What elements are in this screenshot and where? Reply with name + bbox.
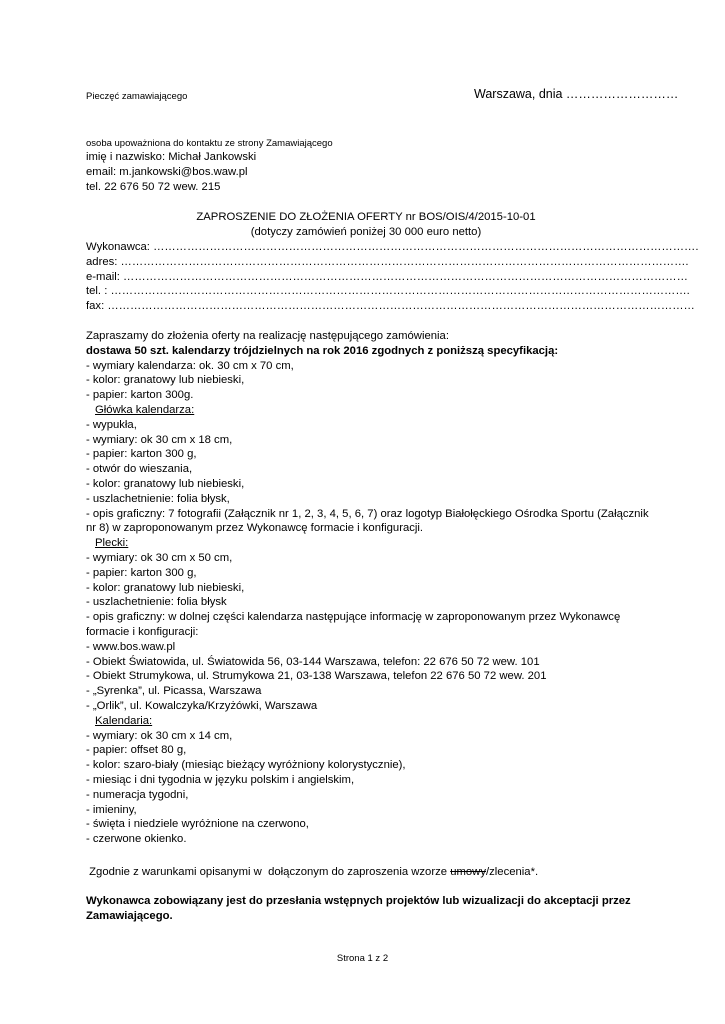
place-date: Warszawa, dnia ………………………: [474, 87, 679, 101]
list-item: - kolor: granatowy lub niebieski,: [86, 374, 245, 387]
obligation-line1: Wykonawca zobowiązany jest do przesłania wstępnych projektów lub wizualizacji do akceptacji przez: [86, 895, 631, 907]
field-adres: adres: …………………………………………………………………………………………………………………………………….: [86, 255, 689, 268]
conditions-struck: umowy: [450, 866, 486, 878]
list-item: - papier: offset 80 g,: [86, 744, 187, 757]
list-item: - kolor: granatowy lub niebieski,: [86, 477, 245, 490]
list-item: - święta i niedziele wyróżnione na czerwono,: [86, 818, 309, 831]
document-title: ZAPROSZENIE DO ZŁOŻENIA OFERTY nr BOS/OIS/4/2015-10-01: [196, 211, 536, 223]
contact-name: imię i nazwisko: Michał Jankowski: [86, 151, 257, 163]
list-item: - wymiary: ok 30 cm x 14 cm,: [86, 729, 233, 742]
list-item: - opis graficzny: w dolnej części kalendarza następujące informację w zaproponowanym przez Wykonawcę: [86, 611, 621, 624]
stamp-label: Pieczęć zamawiającego: [86, 91, 188, 102]
list-item: - wymiary: ok 30 cm x 50 cm,: [86, 551, 233, 564]
list-item: - papier: karton 300 g,: [86, 566, 197, 579]
list-item: - „Orlik”, ul. Kowalczyka/Krzyżówki, Warszawa: [86, 699, 318, 712]
list-item: - papier: karton 300g.: [86, 389, 194, 402]
list-item: - kolor: szaro-biały (miesiąc bieżący wyróżniony kolorystycznie),: [86, 759, 406, 772]
document-subtitle: (dotyczy zamówień poniżej 30 000 euro netto): [250, 226, 482, 238]
intro-text: Zapraszamy do złożenia oferty na realizację następującego zamówienia:: [86, 330, 449, 342]
specification-body: [86, 329, 649, 847]
list-item: - otwór do wieszania,: [86, 463, 193, 476]
list-item: - opis graficzny: 7 fotografii (Załącznik nr 1, 2, 3, 4, 5, 6, 7) oraz logotyp Białołęckiego Ośrodka Sportu (Załącznik: [86, 507, 649, 520]
list-item: - imieniny,: [86, 803, 137, 816]
field-tel: tel. : ……………………………………………………………………………………………………………………………………….: [86, 285, 690, 298]
list-item: - uszlachetnienie: folia błysk: [86, 596, 227, 609]
list-item: - „Syrenka”, ul. Picassa, Warszawa: [86, 685, 262, 698]
list-item: - Obiekt Światowida, ul. Światowida 56, 03-144 Warszawa, telefon: 22 676 50 72 wew. 101: [86, 655, 540, 668]
list-item: - www.bos.waw.pl: [86, 640, 176, 653]
field-email: e-mail: ……………………………………………………………………………………………………………………………………: [86, 270, 688, 283]
contact-intro: osoba upoważniona do kontaktu ze strony Zamawiającego: [86, 138, 333, 149]
list-item: - wymiary kalendarza: ok. 30 cm x 70 cm,: [86, 359, 294, 372]
conditions-line: [86, 865, 538, 880]
field-wykonawca: Wykonawca: ……………………………………………………………………………………………………………………………….: [86, 241, 699, 253]
list-item: - numeracja tygodni,: [86, 788, 189, 801]
section-title-calendar: Kalendaria:: [95, 714, 153, 727]
page-number: Strona 1 z 2: [336, 953, 389, 964]
section-title-head: Główka kalendarza:: [95, 403, 195, 416]
contact-phone: tel. 22 676 50 72 wew. 215: [86, 181, 221, 193]
list-item: - uszlachetnienie: folia błysk,: [86, 492, 230, 505]
list-item: - wymiary: ok 30 cm x 18 cm,: [86, 433, 233, 446]
contact-email: email: m.jankowski@bos.waw.pl: [86, 166, 248, 178]
list-item: formacie i konfiguracji:: [86, 625, 199, 638]
list-item: - czerwone okienko.: [86, 833, 187, 846]
list-item: - Obiekt Strumykowa, ul. Strumykowa 21, 03-138 Warszawa, telefon 22 676 50 72 wew. 201: [86, 670, 547, 683]
conditions-suffix: /zlecenia*.: [485, 866, 539, 878]
contractor-fields: [86, 240, 699, 314]
list-item: - miesiąc i dni tygodnia w języku polskim i angielskim,: [86, 773, 355, 786]
list-item: - kolor: granatowy lub niebieski,: [86, 581, 245, 594]
intro-bold: dostawa 50 szt. kalendarzy trójdzielnych na rok 2016 zgodnych z poniższą specyfikacją:: [86, 344, 559, 357]
field-fax: fax: …………………………………………………………………………………………………………………………………………: [86, 300, 695, 313]
list-item: nr 8) w zaproponowanym przez Wykonawcę formacie i konfiguracji.: [86, 522, 424, 535]
list-item: - wypukła,: [86, 418, 137, 431]
section-title-back: Plecki:: [95, 537, 129, 550]
list-item: - papier: karton 300 g,: [86, 448, 197, 461]
conditions-prefix: Zgodnie z warunkami opisanymi w dołączonym do zaproszenia wzorze: [86, 866, 451, 878]
obligation-line2: Zamawiającego.: [86, 910, 173, 922]
